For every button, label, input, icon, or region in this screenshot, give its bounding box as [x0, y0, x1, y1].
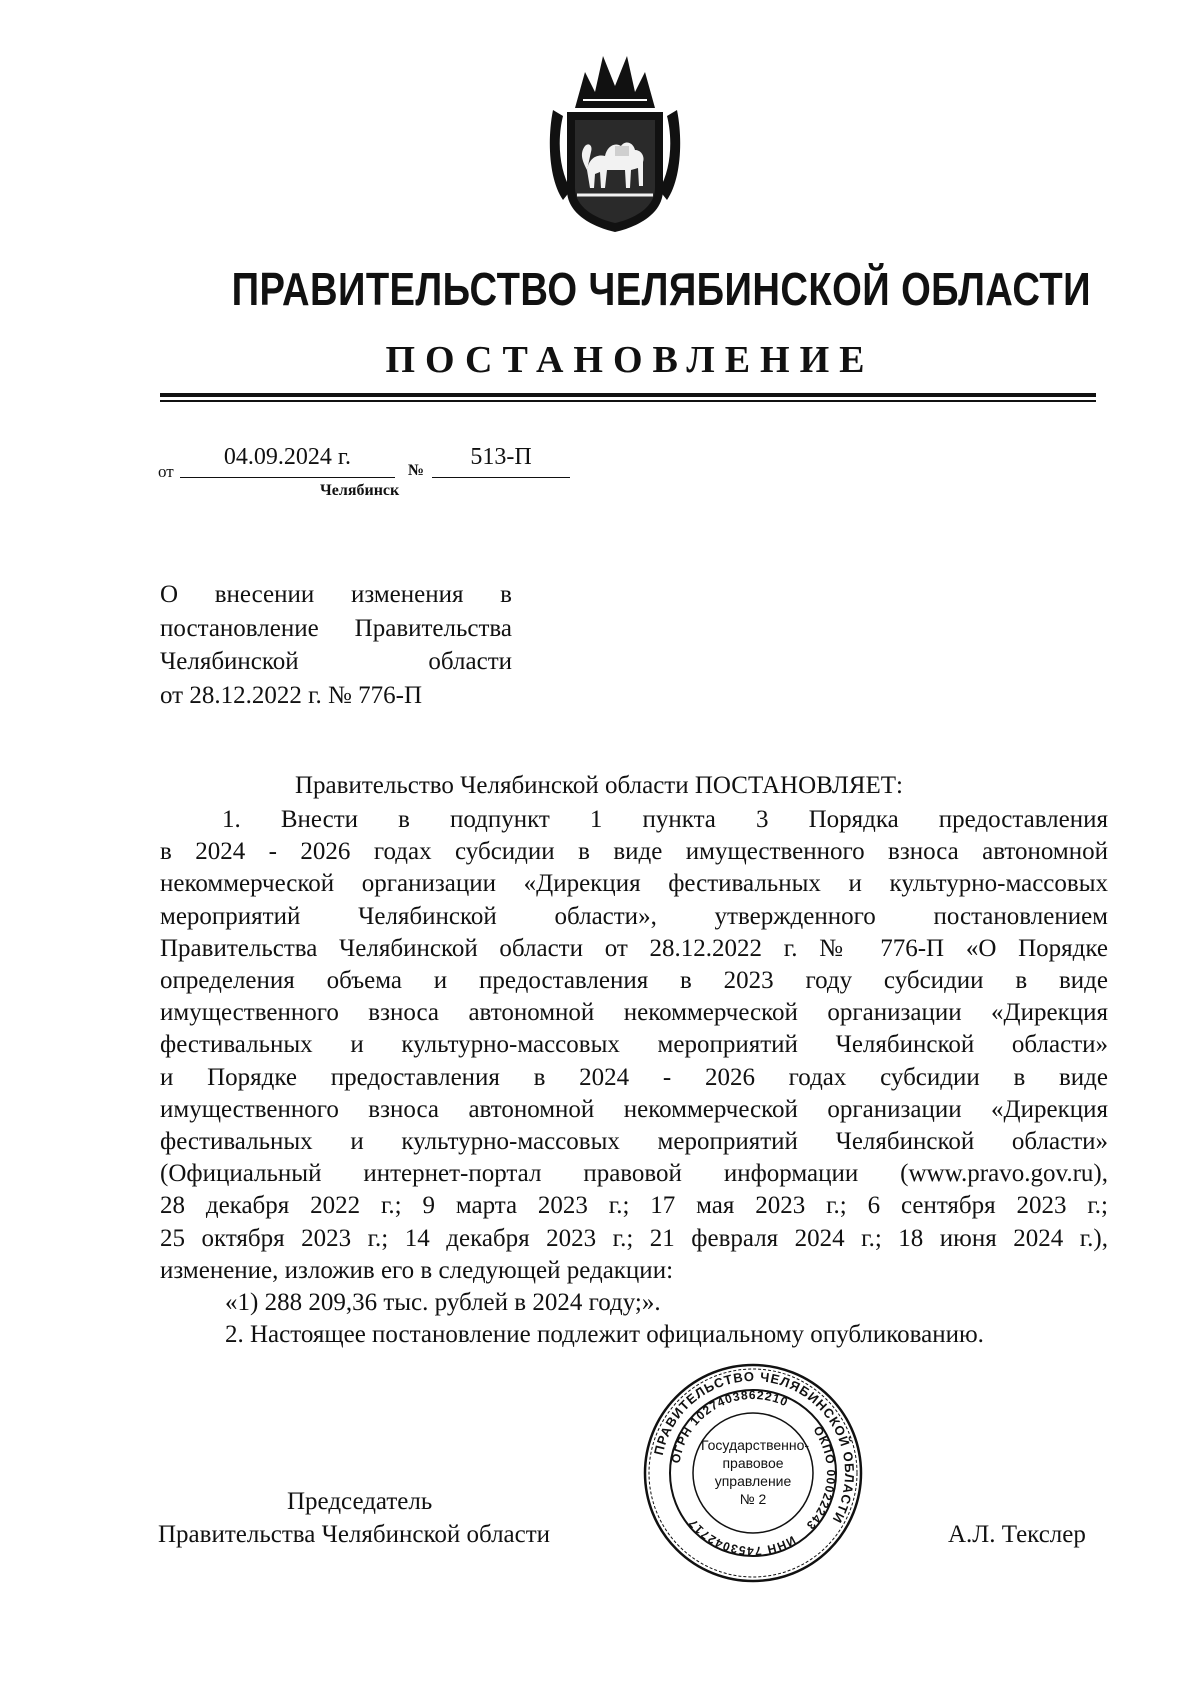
body-line: 28 декабря 2022 г.; 9 марта 2023 г.; 17 мая 2023 г.; 6 сентября 2023 г.;: [160, 1192, 1108, 1220]
signatory-name: А.Л. Текслер: [948, 1521, 1086, 1548]
document-body: [160, 804, 1108, 1351]
document-date: 04.09.2024 г.: [223, 444, 352, 470]
signatory-title-line1: Председатель: [287, 1488, 433, 1515]
stamp-center-line: № 2: [739, 1491, 767, 1507]
header-rule-thin: [160, 400, 1096, 402]
government-title: ПРАВИТЕЛЬСТВО ЧЕЛЯБИНСКОЙ ОБЛАСТИ: [231, 263, 1091, 315]
date-underline: [180, 477, 395, 478]
signatory-title-line2: Правительства Челябинской области: [158, 1521, 551, 1548]
body-line: фестивальных и культурно-массовых мероприятий Челябинской области»: [160, 1031, 1108, 1059]
subject-line: Челябинской области: [160, 648, 512, 675]
subject-line: от 28.12.2022 г. № 776-П: [160, 681, 423, 709]
document-city: Челябинск: [320, 482, 400, 499]
stamp-center-text: [701, 1436, 810, 1508]
body-intro: Правительство Челябинской области ПОСТАНОВЛЯЕТ:: [295, 772, 903, 799]
stamp-ring-top: ПРАВИТЕЛЬСТВО ЧЕЛЯБИНСКОЙ ОБЛАСТИ: [650, 1368, 858, 1527]
body-line: фестивальных и культурно-массовых мероприятий Челябинской области»: [160, 1128, 1108, 1156]
svg-text:ИНН 7453042717: [685, 1516, 798, 1558]
body-line: 1. Внести в подпункт 1 пункта 3 Порядка предоставления: [222, 806, 1108, 833]
number-sign: №: [408, 462, 425, 479]
body-line: имущественного взноса автономной некоммерческой организации «Дирекция: [160, 1095, 1108, 1123]
coat-of-arms-emblem: [545, 50, 685, 235]
body-line: изменение, изложив его в следующей редакции:: [160, 1256, 674, 1284]
body-line: в 2024 - 2026 годах субсидии в виде имущественного взноса автономной: [160, 838, 1108, 866]
body-line: мероприятий Челябинской области», утвержденного постановлением: [160, 902, 1108, 930]
stamp-ring-ogrn: ОГРН 1027403862210: [668, 1387, 791, 1465]
header-rule-thick: [160, 393, 1096, 397]
body-line: Правительства Челябинской области от 28.12.2022 г. № 776-П «О Порядке: [160, 934, 1108, 962]
number-underline: [432, 477, 570, 478]
body-line: и Порядке предоставления в 2024 - 2026 годах субсидии в виде: [160, 1063, 1108, 1091]
stamp-ring-inn: ИНН 7453042717: [685, 1515, 798, 1559]
stamp-center-line: Государственно-: [701, 1437, 810, 1453]
body-line: определения объема и предоставления в 2023 году субсидии в виде: [160, 967, 1108, 995]
document-number: 513-П: [470, 444, 532, 470]
amended-text: «1) 288 209,36 тыс. рублей в 2024 году;».: [225, 1289, 661, 1317]
body-line: имущественного взноса автономной некоммерческой организации «Дирекция: [160, 999, 1108, 1027]
stamp-center-line: правовое: [722, 1455, 784, 1471]
subject-line: постановление Правительства: [160, 614, 512, 642]
body-line: 25 октября 2023 г.; 14 декабря 2023 г.; 21 февраля 2024 г.; 18 июня 2024 г.),: [160, 1224, 1108, 1252]
body-item-2: 2. Настоящее постановление подлежит официальному опубликованию.: [225, 1321, 984, 1349]
date-prefix: от: [158, 462, 174, 481]
document-subject: [160, 578, 512, 712]
stamp-center-line: управление: [714, 1473, 792, 1489]
body-line: (Официальный интернет-портал правовой информации (www.pravo.gov.ru),: [160, 1160, 1108, 1188]
body-line: некоммерческой организации «Дирекция фестивальных и культурно-массовых: [160, 870, 1108, 898]
subject-line: О внесении изменения в: [160, 581, 512, 608]
stamp-ring-okpo: ОКПО 00022243: [803, 1423, 839, 1533]
document-type: ПОСТАНОВЛЕНИЕ: [385, 339, 875, 381]
